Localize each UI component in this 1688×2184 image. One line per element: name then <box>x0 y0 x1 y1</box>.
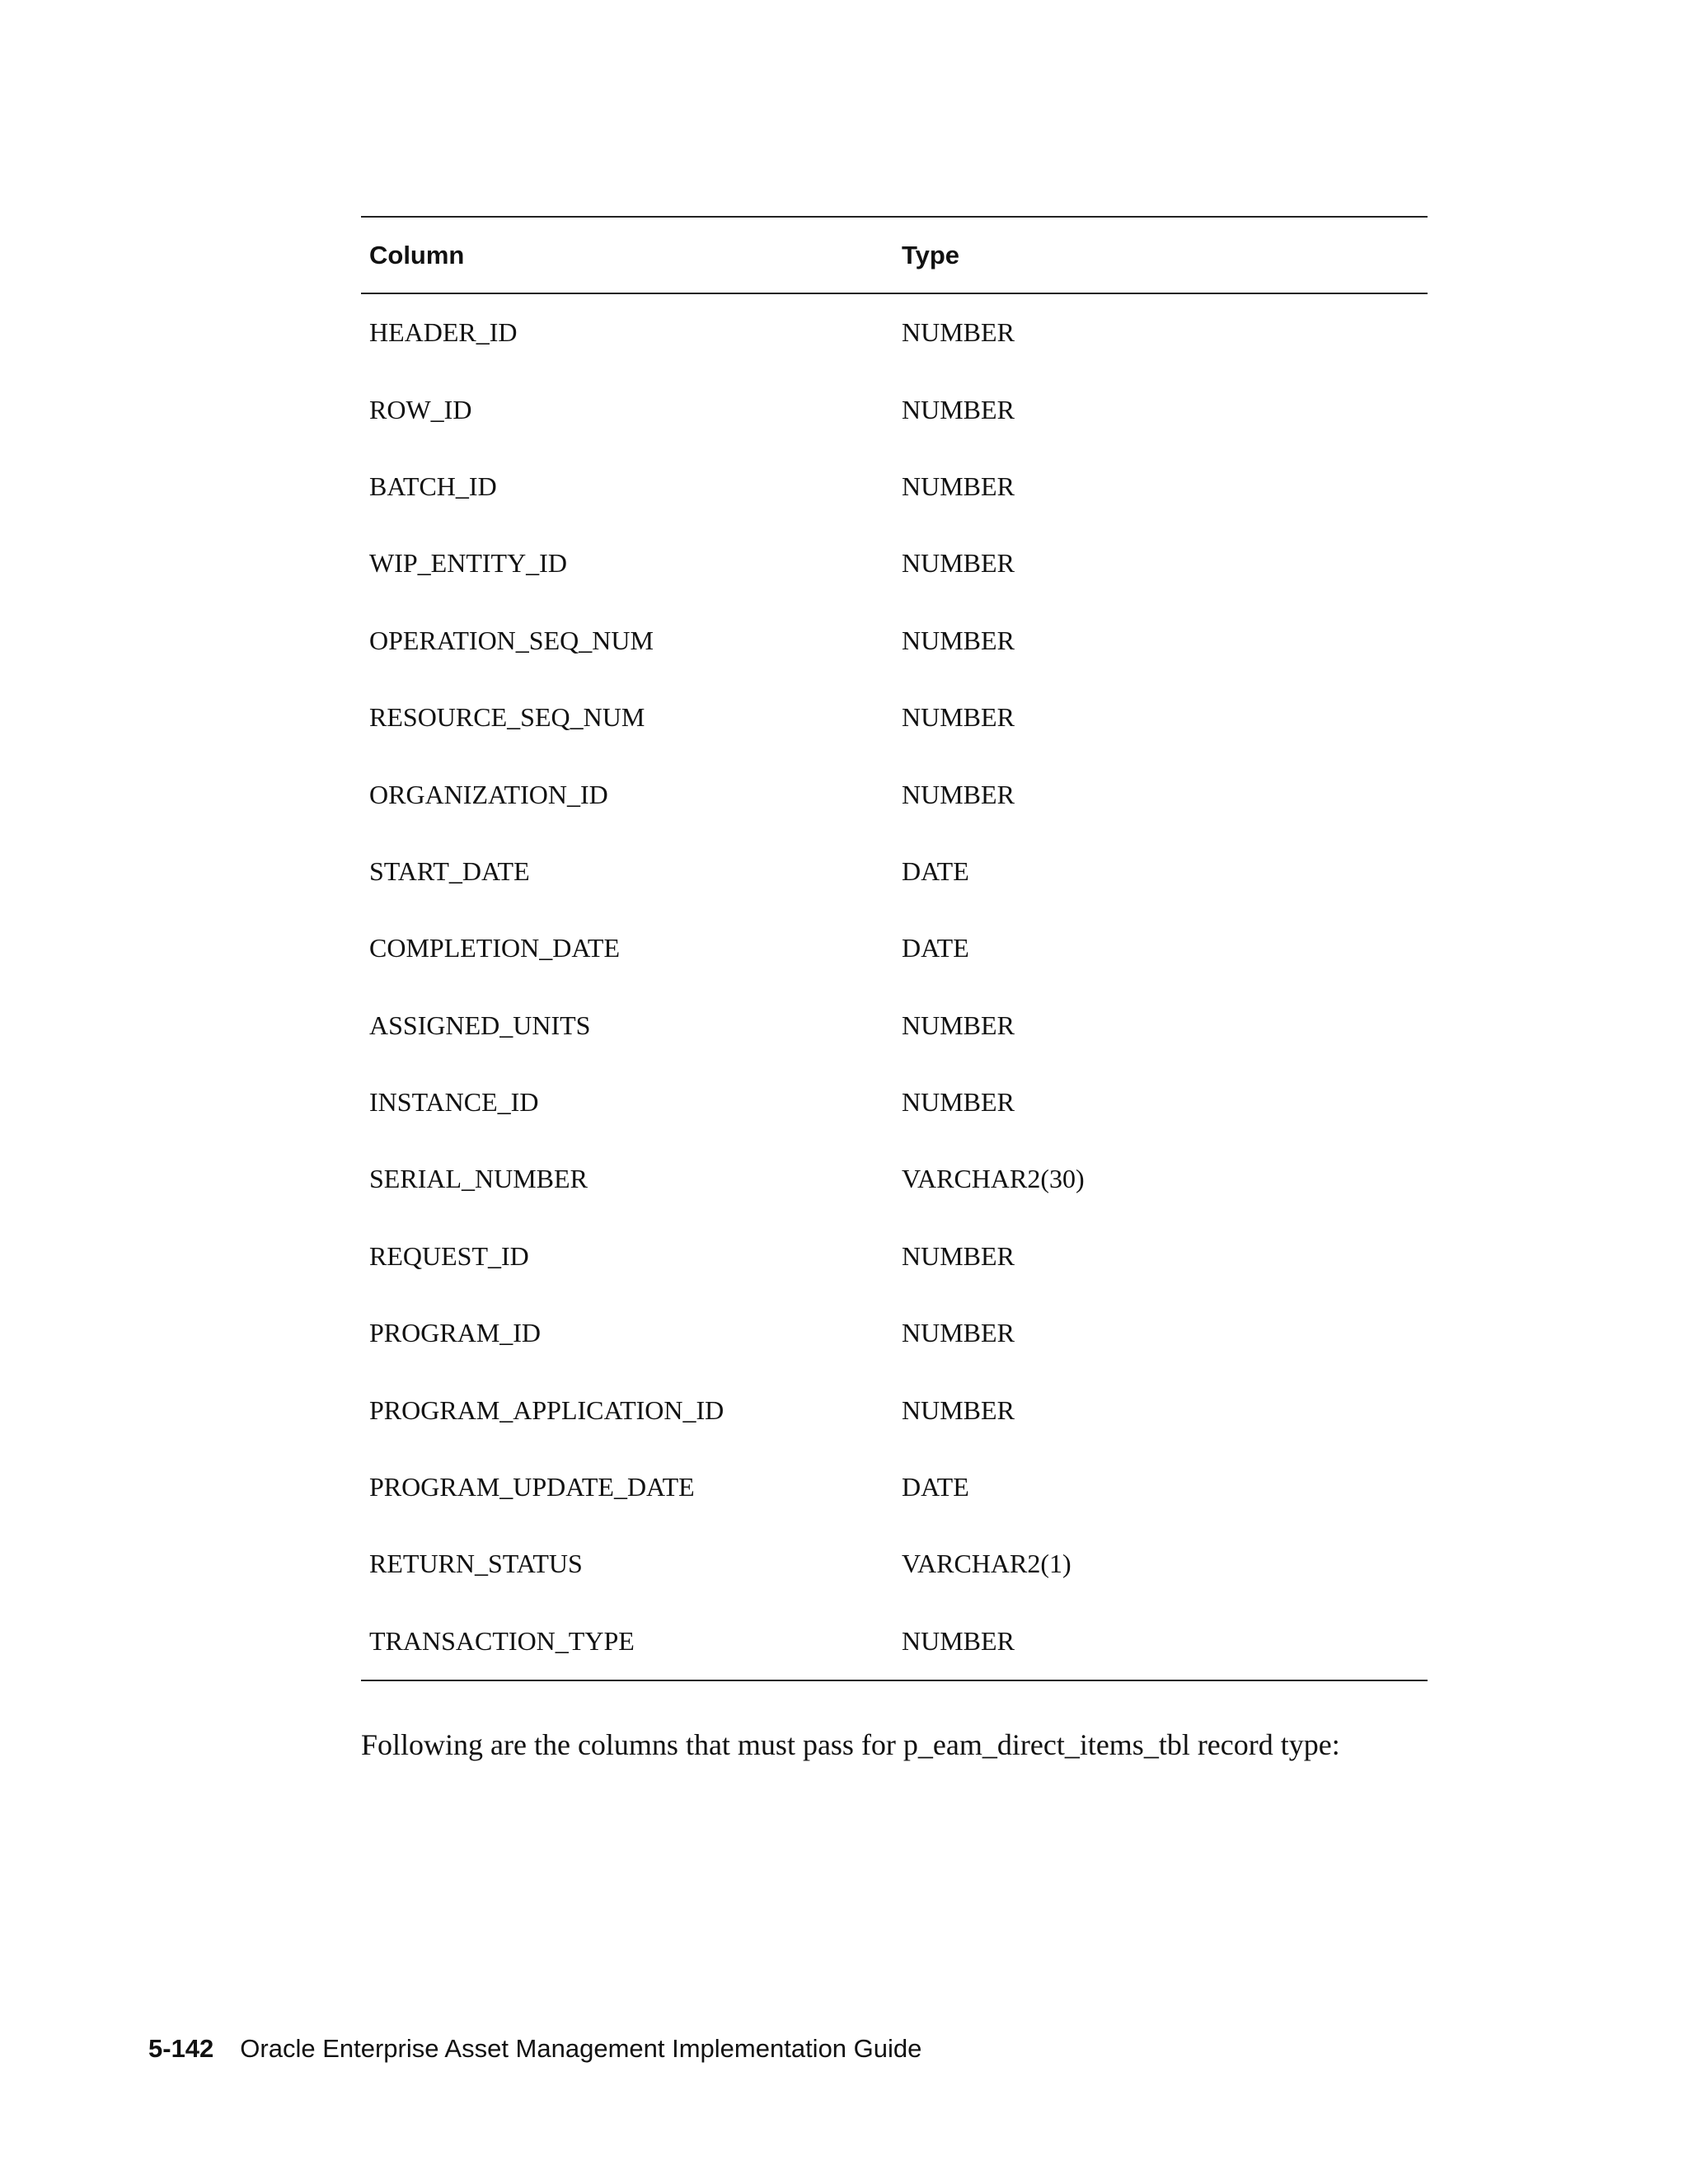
cell-column-name: PROGRAM_UPDATE_DATE <box>369 1472 695 1502</box>
cell-column-type: NUMBER <box>902 317 1015 348</box>
columns-table-block <box>361 216 1428 1681</box>
table-row <box>361 910 1428 987</box>
header-column: Column <box>369 240 465 269</box>
cell-column-name: ORGANIZATION_ID <box>369 779 608 809</box>
cell-column-type: DATE <box>902 1472 969 1502</box>
cell-column-type: NUMBER <box>902 394 1015 424</box>
cell-column-type: NUMBER <box>902 625 1015 655</box>
cell-column-name: OPERATION_SEQ_NUM <box>369 625 654 655</box>
cell-column-type: VARCHAR2(30) <box>902 1164 1085 1194</box>
page-footer <box>148 2034 921 2064</box>
table-row <box>361 1371 1428 1448</box>
cell-column-name: BATCH_ID <box>369 471 497 501</box>
cell-column-type: VARCHAR2(1) <box>902 1549 1071 1579</box>
table-row <box>361 1603 1428 1680</box>
cell-column-name: HEADER_ID <box>369 317 518 348</box>
table-row <box>361 987 1428 1064</box>
cell-column-name: START_DATE <box>369 855 530 886</box>
cell-column-type: NUMBER <box>902 779 1015 809</box>
cell-column-type: DATE <box>902 933 969 963</box>
header-type: Type <box>902 240 960 269</box>
cell-column-type: NUMBER <box>902 548 1015 579</box>
table-row <box>361 525 1428 602</box>
columns-table <box>361 216 1428 1681</box>
cell-column-name: ASSIGNED_UNITS <box>369 1010 591 1040</box>
table-row <box>361 293 1428 371</box>
cell-column-type: DATE <box>902 855 969 886</box>
cell-column-name: PROGRAM_APPLICATION_ID <box>369 1394 724 1425</box>
table-header-row <box>361 217 1428 293</box>
cell-column-type: NUMBER <box>902 1087 1015 1118</box>
cell-column-type: NUMBER <box>902 1394 1015 1425</box>
cell-column-name: INSTANCE_ID <box>369 1087 539 1118</box>
cell-column-name: COMPLETION_DATE <box>369 933 620 963</box>
cell-column-name: PROGRAM_ID <box>369 1318 542 1348</box>
page-number: 5-142 <box>148 2034 214 2063</box>
book-title: Oracle Enterprise Asset Management Implementation Guide <box>240 2034 922 2063</box>
table-row <box>361 1141 1428 1217</box>
table-row <box>361 1526 1428 1602</box>
cell-column-name: SERIAL_NUMBER <box>369 1164 588 1194</box>
cell-column-name: RESOURCE_SEQ_NUM <box>369 702 645 733</box>
cell-column-type: NUMBER <box>902 1318 1015 1348</box>
cell-column-type: NUMBER <box>902 702 1015 733</box>
table-row <box>361 833 1428 910</box>
cell-column-type: NUMBER <box>902 471 1015 501</box>
cell-column-name: REQUEST_ID <box>369 1240 529 1271</box>
cell-column-name: WIP_ENTITY_ID <box>369 548 567 579</box>
table-row <box>361 448 1428 525</box>
table-row <box>361 1064 1428 1141</box>
cell-column-type: NUMBER <box>902 1010 1015 1040</box>
table-row <box>361 756 1428 832</box>
caption-text: Following are the columns that must pass for p_eam_direct_items_tbl record type: <box>361 1728 1340 1761</box>
table-row <box>361 602 1428 679</box>
cell-column-type: NUMBER <box>902 1625 1015 1656</box>
cell-column-name: TRANSACTION_TYPE <box>369 1625 635 1656</box>
cell-column-type: NUMBER <box>902 1240 1015 1271</box>
table-body <box>361 293 1428 1680</box>
table-row <box>361 1449 1428 1526</box>
table-row <box>361 1218 1428 1295</box>
table-row <box>361 679 1428 756</box>
table-row <box>361 1295 1428 1371</box>
cell-column-name: ROW_ID <box>369 394 472 424</box>
cell-column-name: RETURN_STATUS <box>369 1549 583 1579</box>
table-row <box>361 371 1428 448</box>
